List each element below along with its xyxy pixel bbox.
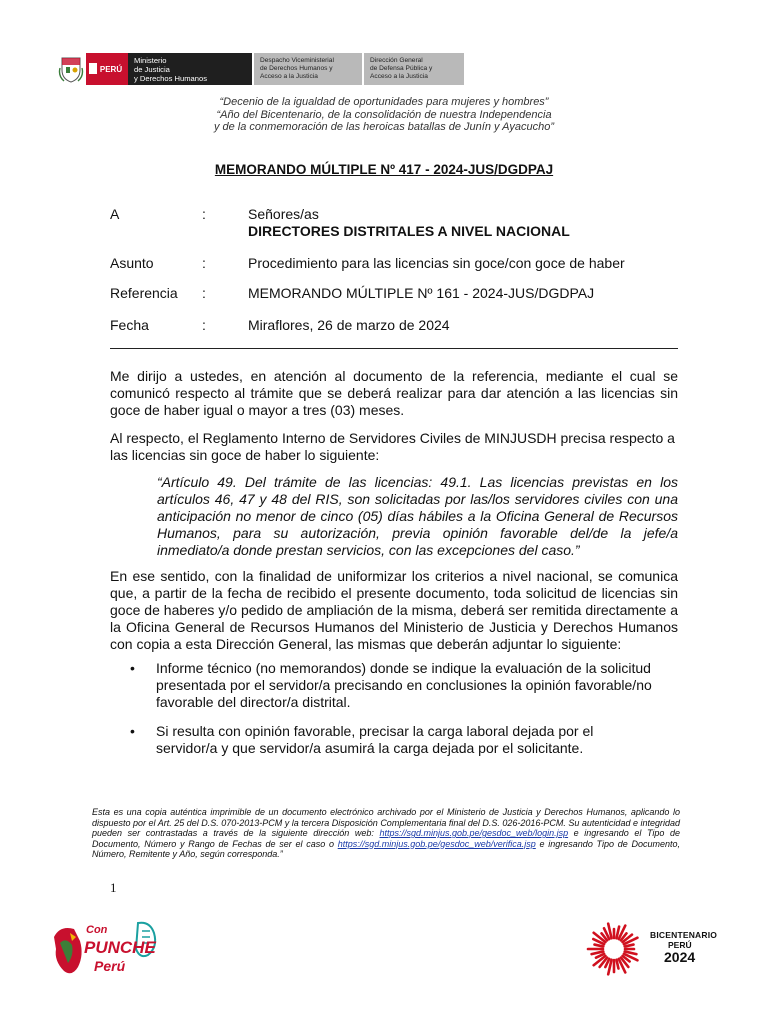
header-divider xyxy=(110,348,678,349)
ministry-label xyxy=(128,53,252,85)
con-punche-peru-logo xyxy=(50,915,162,981)
memo-title: MEMORANDO MÚLTIPLE Nº 417 - 2024-JUS/DGDPAJ xyxy=(214,162,554,177)
list-item-text: Informe técnico (no memorandos) donde se indique la evaluación de la solicitud presentada por el servidor/a precisando en conclusiones la opinión favorable/no favorable del director/a distrital. xyxy=(156,660,652,710)
footnote-text-3: e ingresando Tipo de Documento, Número, Remitente y Año, según corresponda.” xyxy=(92,838,680,859)
direction-label xyxy=(362,53,464,85)
bicentenario-text xyxy=(650,930,717,964)
ministry-line-3: y Derechos Humanos xyxy=(134,73,208,83)
field-to-value-2: DIRECTORES DISTRITALES A NIVEL NACIONAL xyxy=(248,223,570,239)
peru-label: PERÚ xyxy=(99,64,123,74)
peru-label-box xyxy=(86,53,128,85)
flag-icon xyxy=(89,63,97,74)
login-link[interactable]: https://sgd.minjus.gob.pe/gesdoc_web/login.jsp xyxy=(379,828,569,838)
regulation-quote: “Artículo 49. Del trámite de las licencias: 49.1. Las licencias previstas en los artículos 46, 47 y 48 del RIS, son solicitadas por las/los servidores civiles con una anticipación no menor de cinco (05) días hábiles a la Oficina General de Recursos Humanos, para su autorización, previa opinión favorable del/de la jefe/a inmediato/a donde prestan servicios, con las excepciones del caso.” xyxy=(157,474,678,558)
vice-line-1: Despacho Viceministerial xyxy=(260,57,334,64)
logo-left-word-3: Perú xyxy=(94,958,126,974)
field-subject-label: Asunto xyxy=(110,255,154,271)
direction-line-3: Acceso a la Justicia xyxy=(370,73,428,80)
bicentenario-country: PERÚ xyxy=(668,940,692,950)
logo-left-word-1: Con xyxy=(86,924,108,936)
field-to-label: A xyxy=(110,206,120,222)
field-date-value: Miraflores, 26 de marzo de 2024 xyxy=(248,317,450,333)
motto-line-3: y de la conmemoración de las heroicas batallas de Junín y Ayacucho” xyxy=(213,121,555,133)
field-reference-label: Referencia xyxy=(110,285,178,301)
field-reference-value: MEMORANDO MÚLTIPLE Nº 161 - 2024-JUS/DGDPAJ xyxy=(248,285,595,301)
paragraph-2: Al respecto, el Reglamento Interno de Servidores Civiles de MINJUSDH precisa respecto a las licencias sin goce de haber lo siguiente: xyxy=(110,430,675,463)
vice-line-2: de Derechos Humanos y xyxy=(260,65,333,72)
direction-line-2: de Defensa Pública y xyxy=(370,65,433,72)
paragraph-3: En ese sentido, con la finalidad de uniformizar los criterios a nivel nacional, se comunica que, a partir de la fecha de recibido el presente documento, toda solicitud de licencias sin goce de haberes y/o pedido de ampliación de la misma, deberá ser remitida directamente a la Oficina General de Recursos Humanos del Ministerio de Justicia y Derechos Humanos con copia a esta Dirección General, las mismas que deberán adjuntar lo siguiente: xyxy=(110,568,678,652)
page-number: 1 xyxy=(110,880,117,895)
bicentenario-word: BICENTENARIO xyxy=(650,930,718,940)
field-subject-value: Procedimiento para las licencias sin goce/con goce de haber xyxy=(248,255,625,271)
official-motto xyxy=(0,96,768,134)
vice-ministry-label xyxy=(252,53,362,85)
verify-link[interactable]: https://sgd.minjus.gob.pe/gesdoc_web/verifica.jsp xyxy=(337,838,536,849)
list-item-text: Si resulta con opinión favorable, precisar la carga laboral dejada por el servidor/a y que servidor/a asumirá la carga dejada por el solicitante. xyxy=(156,723,594,756)
footnote-text-2: e ingresando el Tipo de Documento, Número y Rango de Fechas de ser el caso o xyxy=(92,828,680,849)
authenticity-footnote xyxy=(92,807,680,860)
logo-left-word-2: PUNCHE xyxy=(84,938,156,957)
motto-line-1: “Decenio de la igualdad de oportunidades para mujeres y hombres” xyxy=(219,96,549,108)
field-colon: : xyxy=(202,285,206,301)
bullet-icon: • xyxy=(130,723,135,739)
field-colon: : xyxy=(202,255,206,271)
motto-line-2: “Año del Bicentenario, de la consolidación de nuestra Independencia xyxy=(216,108,552,121)
paragraph-1: Me dirijo a ustedes, en atención al documento de la referencia, mediante el cual se comunicó respecto al trámite que se deberá realizar para dar atención a las licencias sin goce de haber igual o mayor a tres (03) meses. xyxy=(110,368,678,418)
direction-line-1: Dirección General xyxy=(370,57,423,64)
bicentenario-emblem-icon xyxy=(582,918,646,980)
ministry-line-1: Ministerio xyxy=(134,55,167,65)
bicentenario-year: 2024 xyxy=(664,949,696,965)
field-to-value: Señores/as xyxy=(248,206,319,222)
field-colon: : xyxy=(202,317,206,333)
ministry-line-2: de Justicia xyxy=(134,64,170,74)
field-date-label: Fecha xyxy=(110,317,149,333)
institutional-header xyxy=(56,53,464,85)
footnote-text-1: Esta es una copia auténtica imprimible de un documento electrónico archivado por el Ministerio de Justicia y Derechos Humanos, aplicando lo dispuesto por el Art. 25 del D.S. 070-2013-PCM y la tercera Disposición Complementaria final del D.S. 026-2016-PCM. Su autenticidad e integridad pueden ser contrastadas a través de la siguiente dirección web: xyxy=(92,807,680,838)
vice-line-3: Acceso a la Justicia xyxy=(260,73,318,80)
coat-of-arms-icon xyxy=(56,53,86,85)
bullet-icon: • xyxy=(130,660,135,676)
field-colon: : xyxy=(202,206,206,222)
